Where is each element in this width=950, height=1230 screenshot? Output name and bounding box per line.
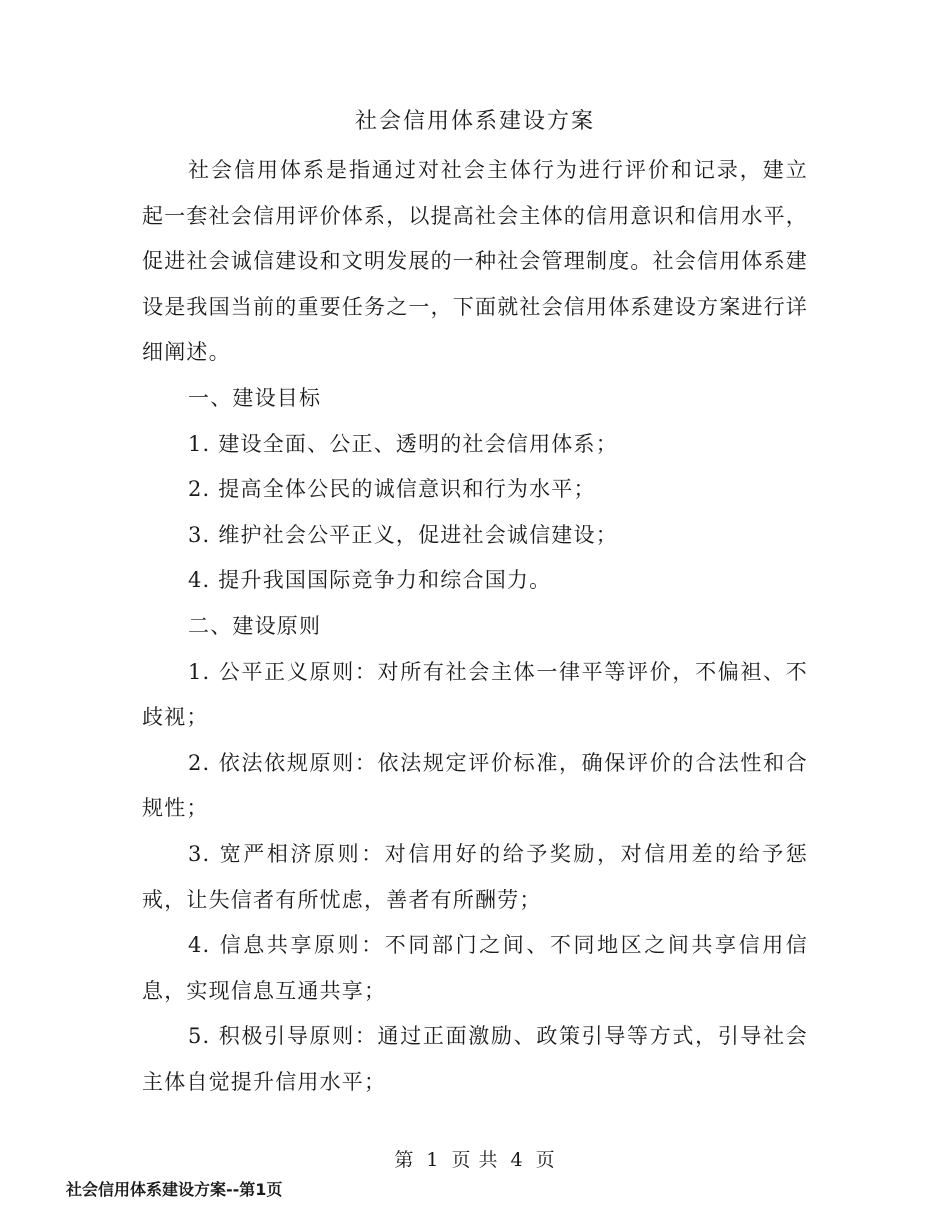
list-item-goal-4: 4. 提升我国国际竞争力和综合国力。: [188, 568, 552, 593]
document-title: 社会信用体系建设方案: [354, 109, 595, 134]
list-item-principle-4: 4. 信息共享原则：不同部门之间、不同地区之间共享信用信息，实现信息互通共享；: [142, 933, 808, 1003]
paragraph-intro: 社会信用体系是指通过对社会主体行为进行评价和记录，建立起一套社会信用评价体系，以提高社会主体的信用意识和信用水平，促进社会诚信建设和文明发展的一种社会管理制度。社会信用体系建设是我国当前的重要任务之一，下面就社会信用体系建设方案进行详细阐述。: [142, 158, 808, 365]
list-item-goal-3: 3. 维护社会公平正义，促进社会诚信建设；: [188, 522, 618, 547]
page-current: 1: [426, 1149, 440, 1171]
page-middle: 页 共: [451, 1149, 499, 1171]
page-number-footer: [0, 1147, 950, 1173]
section-heading-principles: 二、建设原则: [188, 613, 322, 638]
list-item-goal-2: 2. 提高全体公民的诚信意识和行为水平；: [188, 477, 596, 502]
document-body: [142, 148, 808, 1105]
page-suffix: 页: [535, 1149, 556, 1171]
page-total: 4: [510, 1149, 524, 1171]
section-heading-goals: 一、建设目标: [188, 385, 322, 410]
list-item-principle-1: 1. 公平正义原则：对所有社会主体一律平等评价，不偏袒、不歧视；: [142, 659, 808, 730]
list-item-principle-2: 2. 依法依规原则：依法规定评价标准，确保评价的合法性和合规性；: [142, 750, 808, 821]
list-item-principle-5: 5. 积极引导原则：通过正面激励、政策引导等方式，引导社会主体自觉提升信用水平；: [142, 1024, 808, 1094]
document-caption: 社会信用体系建设方案--第1页: [66, 1180, 283, 1199]
page-prefix: 第: [394, 1149, 415, 1171]
list-item-principle-3: 3. 宽严相济原则：对信用好的给予奖励，对信用差的给予惩戒，让失信者有所忧虑，善者有所酬劳；: [142, 841, 808, 912]
list-item-goal-1: 1. 建设全面、公正、透明的社会信用体系；: [188, 431, 618, 456]
